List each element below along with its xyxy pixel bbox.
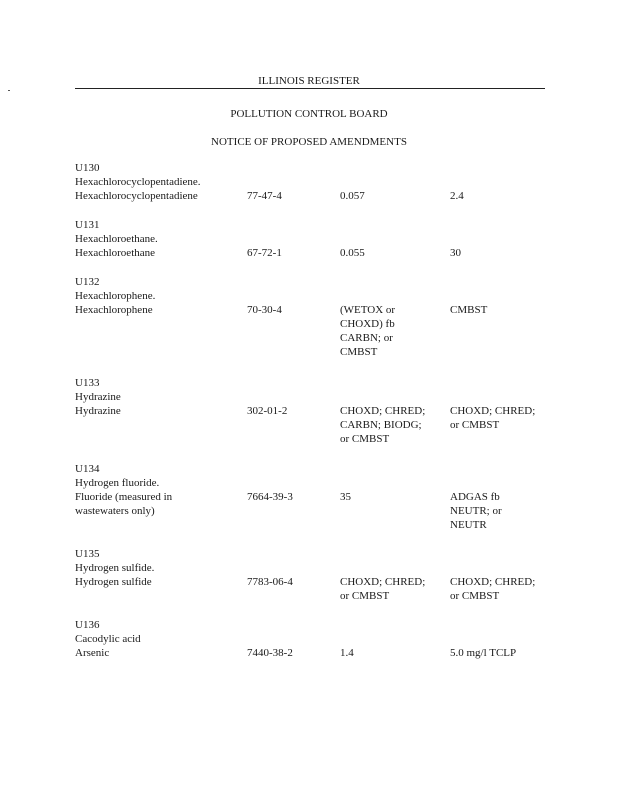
wastewater-standard: 0.055 xyxy=(340,247,365,259)
waste-entry-u134 xyxy=(75,462,545,531)
waste-code: U130 xyxy=(75,162,100,174)
wastewater-standard: 0.057 xyxy=(340,190,365,202)
register-title: ILLINOIS REGISTER xyxy=(258,75,360,87)
wastewater-standard: 35 xyxy=(340,491,351,503)
common-name: Hexachlorophene. xyxy=(75,290,156,302)
constituent-name: Arsenic xyxy=(75,647,110,659)
waste-entry-u133 xyxy=(75,376,545,445)
constituent-name: Hydrazine xyxy=(75,405,121,417)
cas-number: 302-01-2 xyxy=(247,405,288,417)
waste-entry-u135 xyxy=(75,547,545,602)
waste-code: U134 xyxy=(75,463,100,475)
constituent-name: Hexachloroethane xyxy=(75,247,156,259)
constituent-name: Fluoride (measured in wastewaters only) xyxy=(75,491,173,517)
waste-entry-u136 xyxy=(75,618,545,659)
common-name: Hexachlorocyclopentadiene. xyxy=(75,176,201,188)
wastewater-standard: (WETOX or CHOXD) fb CARBN; or CMBST xyxy=(340,304,396,358)
wastewater-standard: CHOXD; CHRED; or CMBST xyxy=(340,576,426,602)
notice-title: NOTICE OF PROPOSED AMENDMENTS xyxy=(211,136,407,148)
cas-number: 67-72-1 xyxy=(247,247,282,259)
wastewater-standard: 1.4 xyxy=(340,647,354,659)
nonwastewater-standard: 5.0 mg/l TCLP xyxy=(450,647,517,659)
cas-number: 7440-38-2 xyxy=(247,647,293,659)
nonwastewater-standard: 30 xyxy=(450,247,461,259)
waste-entry-u131 xyxy=(75,218,545,259)
waste-entry-u130 xyxy=(75,161,545,202)
cas-number: 7783-06-4 xyxy=(247,576,293,588)
constituent-name: Hexachlorocyclopentadiene xyxy=(75,190,198,202)
waste-code: U131 xyxy=(75,219,100,231)
common-name: Hydrogen sulfide. xyxy=(75,562,155,574)
waste-code: U133 xyxy=(75,377,100,389)
cas-number: 7664-39-3 xyxy=(247,491,293,503)
scan-speck xyxy=(8,90,10,91)
waste-code: U135 xyxy=(75,548,100,560)
waste-code: U136 xyxy=(75,619,100,631)
waste-code: U132 xyxy=(75,276,100,288)
wastewater-standard: CHOXD; CHRED; CARBN; BIODG; or CMBST xyxy=(340,405,426,445)
nonwastewater-standard: ADGAS fb NEUTR; or NEUTR xyxy=(450,491,502,531)
nonwastewater-standard: 2.4 xyxy=(450,190,464,202)
board-name: POLLUTION CONTROL BOARD xyxy=(230,108,388,120)
common-name: Hydrogen fluoride. xyxy=(75,477,160,489)
waste-entry-u132 xyxy=(75,275,545,358)
cas-number: 77-47-4 xyxy=(247,190,282,202)
constituent-name: Hydrogen sulfide xyxy=(75,576,152,588)
common-name: Cacodylic acid xyxy=(75,633,141,645)
common-name: Hydrazine xyxy=(75,391,121,403)
constituent-name: Hexachlorophene xyxy=(75,304,153,316)
nonwastewater-standard: CHOXD; CHRED; or CMBST xyxy=(450,576,536,602)
nonwastewater-standard: CMBST xyxy=(450,304,488,316)
cas-number: 70-30-4 xyxy=(247,304,282,316)
nonwastewater-standard: CHOXD; CHRED; or CMBST xyxy=(450,405,536,431)
header-rule xyxy=(75,88,545,89)
common-name: Hexachloroethane. xyxy=(75,233,158,245)
